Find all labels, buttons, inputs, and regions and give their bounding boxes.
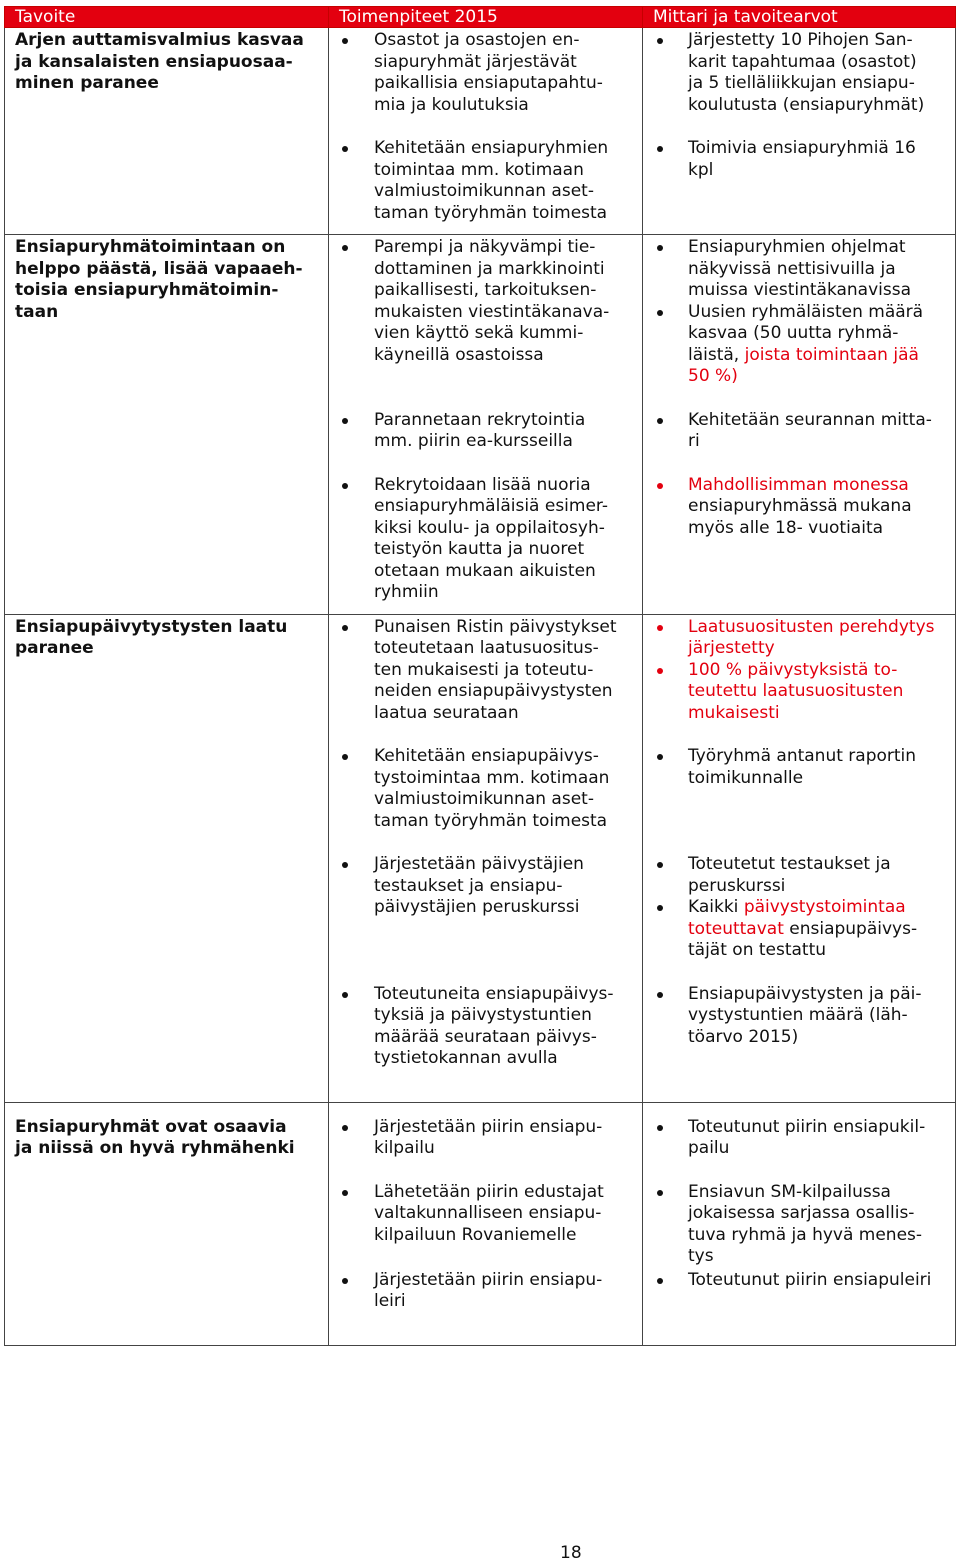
action-cell — [329, 235, 643, 408]
action-cell — [329, 744, 643, 852]
metric-cell — [643, 408, 956, 473]
table-row — [5, 1102, 956, 1180]
metric-item: Kehitetään seurannan mitta- ri — [653, 410, 949, 453]
action-item: Järjestetään piirin ensiapu- leiri — [339, 1270, 636, 1313]
metric-cell — [643, 1180, 956, 1268]
action-item: Järjestetään päivystäjien testaukset ja ensiapu- päivystäjien peruskurssi — [339, 854, 636, 919]
header-goal: Tavoite — [5, 7, 329, 28]
metric-text: ensiapuryhmässä mukana myös alle 18- vuotiaita — [688, 496, 912, 538]
metric-text: Uusien ryhmäläisten määrä kasvaa (50 uutta ryhmä- läistä, — [688, 301, 924, 365]
goal-text: Ensiapuryhmätoimintaan on helppo päästä, lisää vapaaeh- toisia ensiapuryhmätoimin- taan — [15, 237, 303, 322]
action-cell — [329, 28, 643, 137]
goal-cell — [5, 28, 329, 235]
action-cell — [329, 852, 643, 982]
page-number: 18 — [560, 1543, 582, 1563]
action-cell — [329, 1102, 643, 1180]
metric-item: Toteutunut piirin ensiapuleiri — [653, 1270, 949, 1292]
metric-cell — [643, 235, 956, 408]
metric-text: Kaikki — [688, 897, 744, 917]
metric-item: Ensiavun SM-kilpailussa jokaisessa sarjassa osallis- tuva ryhmä ja hyvä menes- tys — [653, 1182, 949, 1268]
metric-cell — [643, 852, 956, 982]
action-cell — [329, 473, 643, 615]
metric-item — [653, 897, 949, 962]
metric-cell — [643, 1102, 956, 1180]
action-item: Toteutuneita ensiapupäivys- tyksiä ja päivystystuntien määrää seurataan päivys- tystietokannan avulla — [339, 984, 636, 1070]
metric-item: Järjestetty 10 Pihojen San- karit tapahtumaa (osastot) ja 5 tielläliikkujan ensiapu- koulutusta (ensiapuryhmät) — [653, 30, 949, 116]
header-actions: Toimenpiteet 2015 — [329, 7, 643, 28]
goal-cell — [5, 1102, 329, 1345]
action-item: Parannetaan rekrytointia mm. piirin ea-kursseilla — [339, 410, 636, 453]
metric-item: Työryhmä antanut raportin toimikunnalle — [653, 746, 949, 789]
metric-item: Ensiapupäivystysten ja päi- vystystuntien määrä (läh- töarvo 2015) — [653, 984, 949, 1049]
action-cell — [329, 1180, 643, 1268]
metric-cell — [643, 982, 956, 1103]
metric-item: Toteutunut piirin ensiapukil- pailu — [653, 1117, 949, 1160]
metric-item: 100 % päivystyksistä to- teutettu laatusuositusten mukaisesti — [653, 660, 949, 725]
table-row — [5, 28, 956, 137]
action-cell — [329, 982, 643, 1103]
action-item: Lähetetään piirin edustajat valtakunnalliseen ensiapu- kilpailuun Rovaniemelle — [339, 1182, 636, 1247]
metric-cell — [643, 1268, 956, 1346]
metric-cell — [643, 473, 956, 615]
action-item: Kehitetään ensiapupäivys- tystoimintaa mm. kotimaan valmiustoimikunnan aset- taman työryhmän toimesta — [339, 746, 636, 832]
action-item: Järjestetään piirin ensiapu- kilpailu — [339, 1117, 636, 1160]
action-item: Rekrytoidaan lisää nuoria ensiapuryhmäläisiä esimer- kiksi koulu- ja oppilaitosyh- teistyön kautta ja nuoret otetaan mukaan aikuisten ryhmiin — [339, 475, 636, 604]
metric-item: Toimivia ensiapuryhmiä 16 kpl — [653, 138, 949, 181]
metric-text-highlight: joista toimintaan jää 50 %) — [688, 344, 919, 386]
metric-item: Toteutetut testaukset ja peruskurssi — [653, 854, 949, 897]
goal-text: Ensiapuryhmät ovat osaavia ja niissä on hyvä ryhmähenki — [15, 1116, 295, 1158]
metric-cell — [643, 28, 956, 137]
table-row — [5, 614, 956, 744]
metric-cell — [643, 744, 956, 852]
metric-cell — [643, 136, 956, 235]
metric-text-highlight: Mahdollisimman monessa — [688, 474, 909, 495]
action-item: Osastot ja osastojen en- siapuryhmät järjestävät paikallisia ensiaputapahtu- mia ja koulutuksia — [339, 30, 636, 116]
action-cell — [329, 614, 643, 744]
metric-cell — [643, 614, 956, 744]
metric-text: ensiapupäivys- täjät on testattu — [688, 918, 918, 960]
goal-cell — [5, 235, 329, 615]
table-header-row — [5, 7, 956, 28]
action-cell — [329, 408, 643, 473]
metric-item — [653, 475, 949, 540]
goal-cell — [5, 614, 329, 1102]
header-metrics: Mittari ja tavoitearvot — [643, 7, 956, 28]
action-cell — [329, 1268, 643, 1346]
goal-text: Ensiapupäivytystysten laatu paranee — [15, 616, 288, 658]
action-cell — [329, 136, 643, 235]
goals-table — [4, 6, 956, 1346]
goal-text: Arjen auttamisvalmius kasvaa ja kansalaisten ensiapuosaa- minen paranee — [15, 30, 304, 93]
action-item: Parempi ja näkyvämpi tie- dottaminen ja markkinointi paikallisesti, tarkoituksen- mukaisten viestintäkanava- vien käyttö sekä kummi- käyneillä osastoissa — [339, 237, 636, 366]
metric-item: Ensiapuryhmien ohjelmat näkyvissä nettisivuilla ja muissa viestintäkanavissa — [653, 237, 949, 302]
metric-item: Laatusuositusten perehdytys järjestetty — [653, 617, 949, 660]
table-row — [5, 235, 956, 408]
metric-item — [653, 302, 949, 388]
action-item: Punaisen Ristin päivystykset toteutetaan laatusuositus- ten mukaisesti ja toteutu- neiden ensiapupäivystysten laatua seurataan — [339, 617, 636, 725]
document-page — [4, 6, 955, 1346]
metric-text-highlight: päivystystoimintaa toteuttavat — [688, 897, 906, 939]
action-item: Kehitetään ensiapuryhmien toimintaa mm. kotimaan valmiustoimikunnan aset- taman työryhmän toimesta — [339, 138, 636, 224]
